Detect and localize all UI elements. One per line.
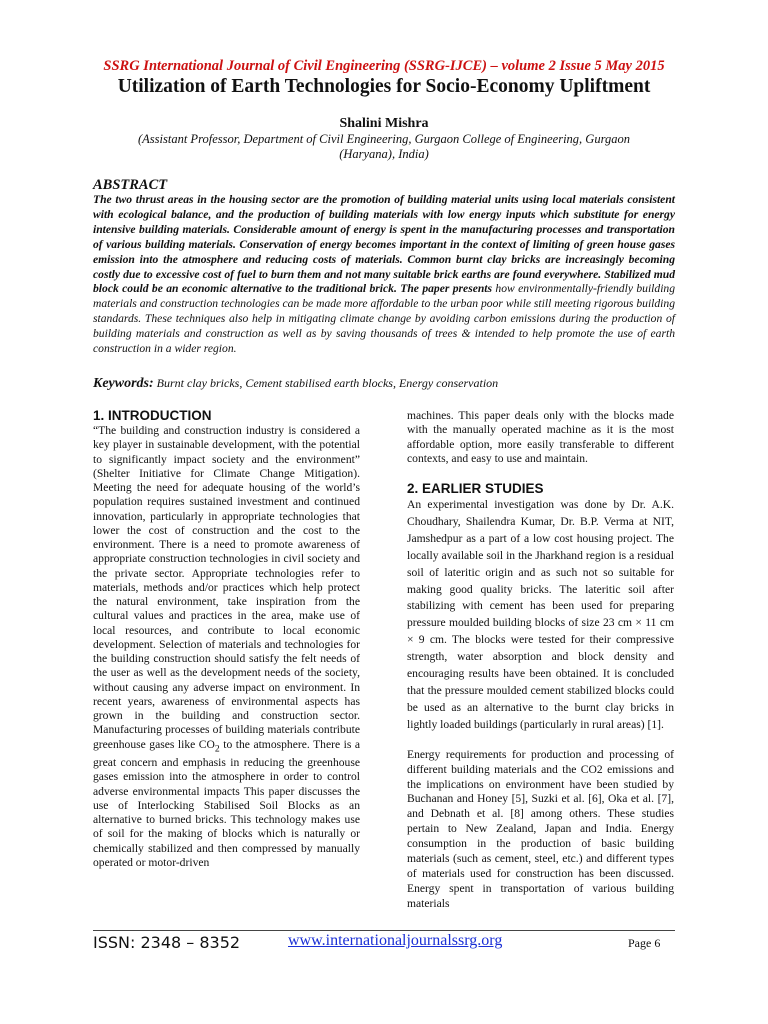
paragraph-gap (407, 734, 674, 748)
introduction-paragraph (93, 424, 360, 870)
co2-subscript: 2 (214, 742, 220, 754)
author-name: Shalini Mishra (339, 116, 429, 131)
introduction-continuation: machines. This paper deals only with the blocks made with the manually operated machine as it is the most affordable option, more easily transferable to different contexts, and easy to use and maintain. (407, 409, 674, 465)
introduction-text-part-2: to the atmosphere. There is a great concern and emphasis in reducing the greenhouse gases emission into the atmosphere in order to control adverse environmental impacts This paper discusses the use of Interlocking Stabilised Soil Blocks as an alternative to burned bricks. This technology makes use of soil for the making of blocks which is naturally or chemically stabilized and then compressed by manually operated or motor-driven (93, 737, 360, 869)
section-gap (407, 466, 674, 480)
keywords-label: Keywords: (93, 376, 154, 391)
earlier-studies-paragraph-1: An experimental investigation was done by Dr. A.K. Choudhary, Shailendra Kumar, Dr. B.P. Verma at NIT, Jamshedpur as a part of a low cost housing project. The locally available soil in the Jharkhand region is a residual soil of lateritic origin and as such not so suitable for making good quality bricks. The lateritic soil after stabilizing with cement has been used for preparing pressure moulded building blocks of size 23 cm × 11 cm × 9 cm. The blocks were tested for their compressive strength, water absorption and block density and encouraging results have been obtained. It is concluded that the pressure moulded cement stabilized blocks could be used as an alternative to the burnt clay bricks in lightly loaded buildings (particularly in rural areas) [1]. (407, 498, 674, 731)
right-column (407, 409, 674, 912)
keywords-text: Burnt clay bricks, Cement stabilised earth blocks, Energy conservation (153, 376, 499, 390)
abstract-regular-text: how environmentally-friendly building materials and construction technologies can be made more affordable to the urban poor while still meeting rigorous building standards. These techniques also help in mitigating climate change by avoiding carbon emissions during the production of building materials and construction as well as by saving thousands of trees & intended to help promote the use of earth construction in a wider region. (93, 282, 676, 356)
author-affiliation: (Assistant Professor, Department of Civil Engineering, Gurgaon College of Engineering, Gurgaon (Haryana), India) (138, 132, 630, 161)
earlier-studies-heading: 2. EARLIER STUDIES (407, 481, 544, 496)
paper-title: Utilization of Earth Technologies for Socio-Economy Upliftment (117, 76, 651, 97)
footer-divider (93, 930, 675, 931)
introduction-heading: 1. INTRODUCTION (93, 408, 212, 423)
keywords-line (93, 376, 675, 392)
footer-issn: ISSN: 2348 – 8352 (93, 933, 241, 952)
abstract-body (93, 193, 675, 357)
footer-journal-link[interactable]: www.internationaljournalssrg.org (288, 932, 503, 949)
journal-header-line: SSRG International Journal of Civil Engineering (SSRG-IJCE) – volume 2 Issue 5 May 2015 (103, 58, 665, 74)
footer-page-number: Page 6 (628, 936, 661, 950)
abstract-bold-text: The two thrust areas in the housing sector are the promotion of building material units using local materials consistent with ecological balance, and the production of building materials with low energy inputs which substitute for energy intensive building materials. Considerable amount of energy is spent in the manufacturing processes and transportation of various building materials. Conservation of energy becomes important in the context of limiting of green house gases emission into the atmosphere and reducing costs of materials. Common burnt clay bricks are increasingly becoming costly due to excessive cost of fuel to burn them and not many suitable brick earths are found everywhere. Stabilized mud block could be an economic alternative to the traditional brick. The paper presents (93, 193, 675, 296)
abstract-heading: ABSTRACT (93, 177, 168, 193)
left-column (93, 407, 360, 870)
introduction-text-part-1: “The building and construction industry is considered a key player in sustainable development, with the potential to significantly impact society and the environment” (Shelter Initiative for Climate Change Mitigation). Meeting the need for adequate housing of the world’s population requires sustained investment and continued innovation, particularly in appropriate technologies that lower the cost of construction and the cost to the environment. There is a need to promote awareness of appropriate construction technologies in civil society and the private sector. Appropriate technologies refer to materials, methods and/or practices which help protect the natural environment, take inspiration from the cultural values and practices in the area, make use of local resources, and contribute to local economic development. Selection of materials and technologies for the building construction should satisfy the felt needs of the user as well as the development needs of the society, without causing any adverse impact on environment. In recent years, awareness of environmental aspects has grown in the building and construction sector. Manufacturing processes of building materials contribute greenhouse gases like CO (93, 424, 360, 751)
earlier-studies-paragraph-2: Energy requirements for production and processing of different building materials and the CO2 emissions and the implications on environment have been studied by Buchanan and Honey [5], Suzki et al. [6], Oka et al. [7], and Debnath et al. [8] among others. These studies pertain to New Zealand, Japan and India. Energy consumption in the production of basic building materials (such as cement, steel, etc.) and different types of materials used for construction has been discussed. Energy spent in transportation of various building materials (407, 747, 674, 910)
